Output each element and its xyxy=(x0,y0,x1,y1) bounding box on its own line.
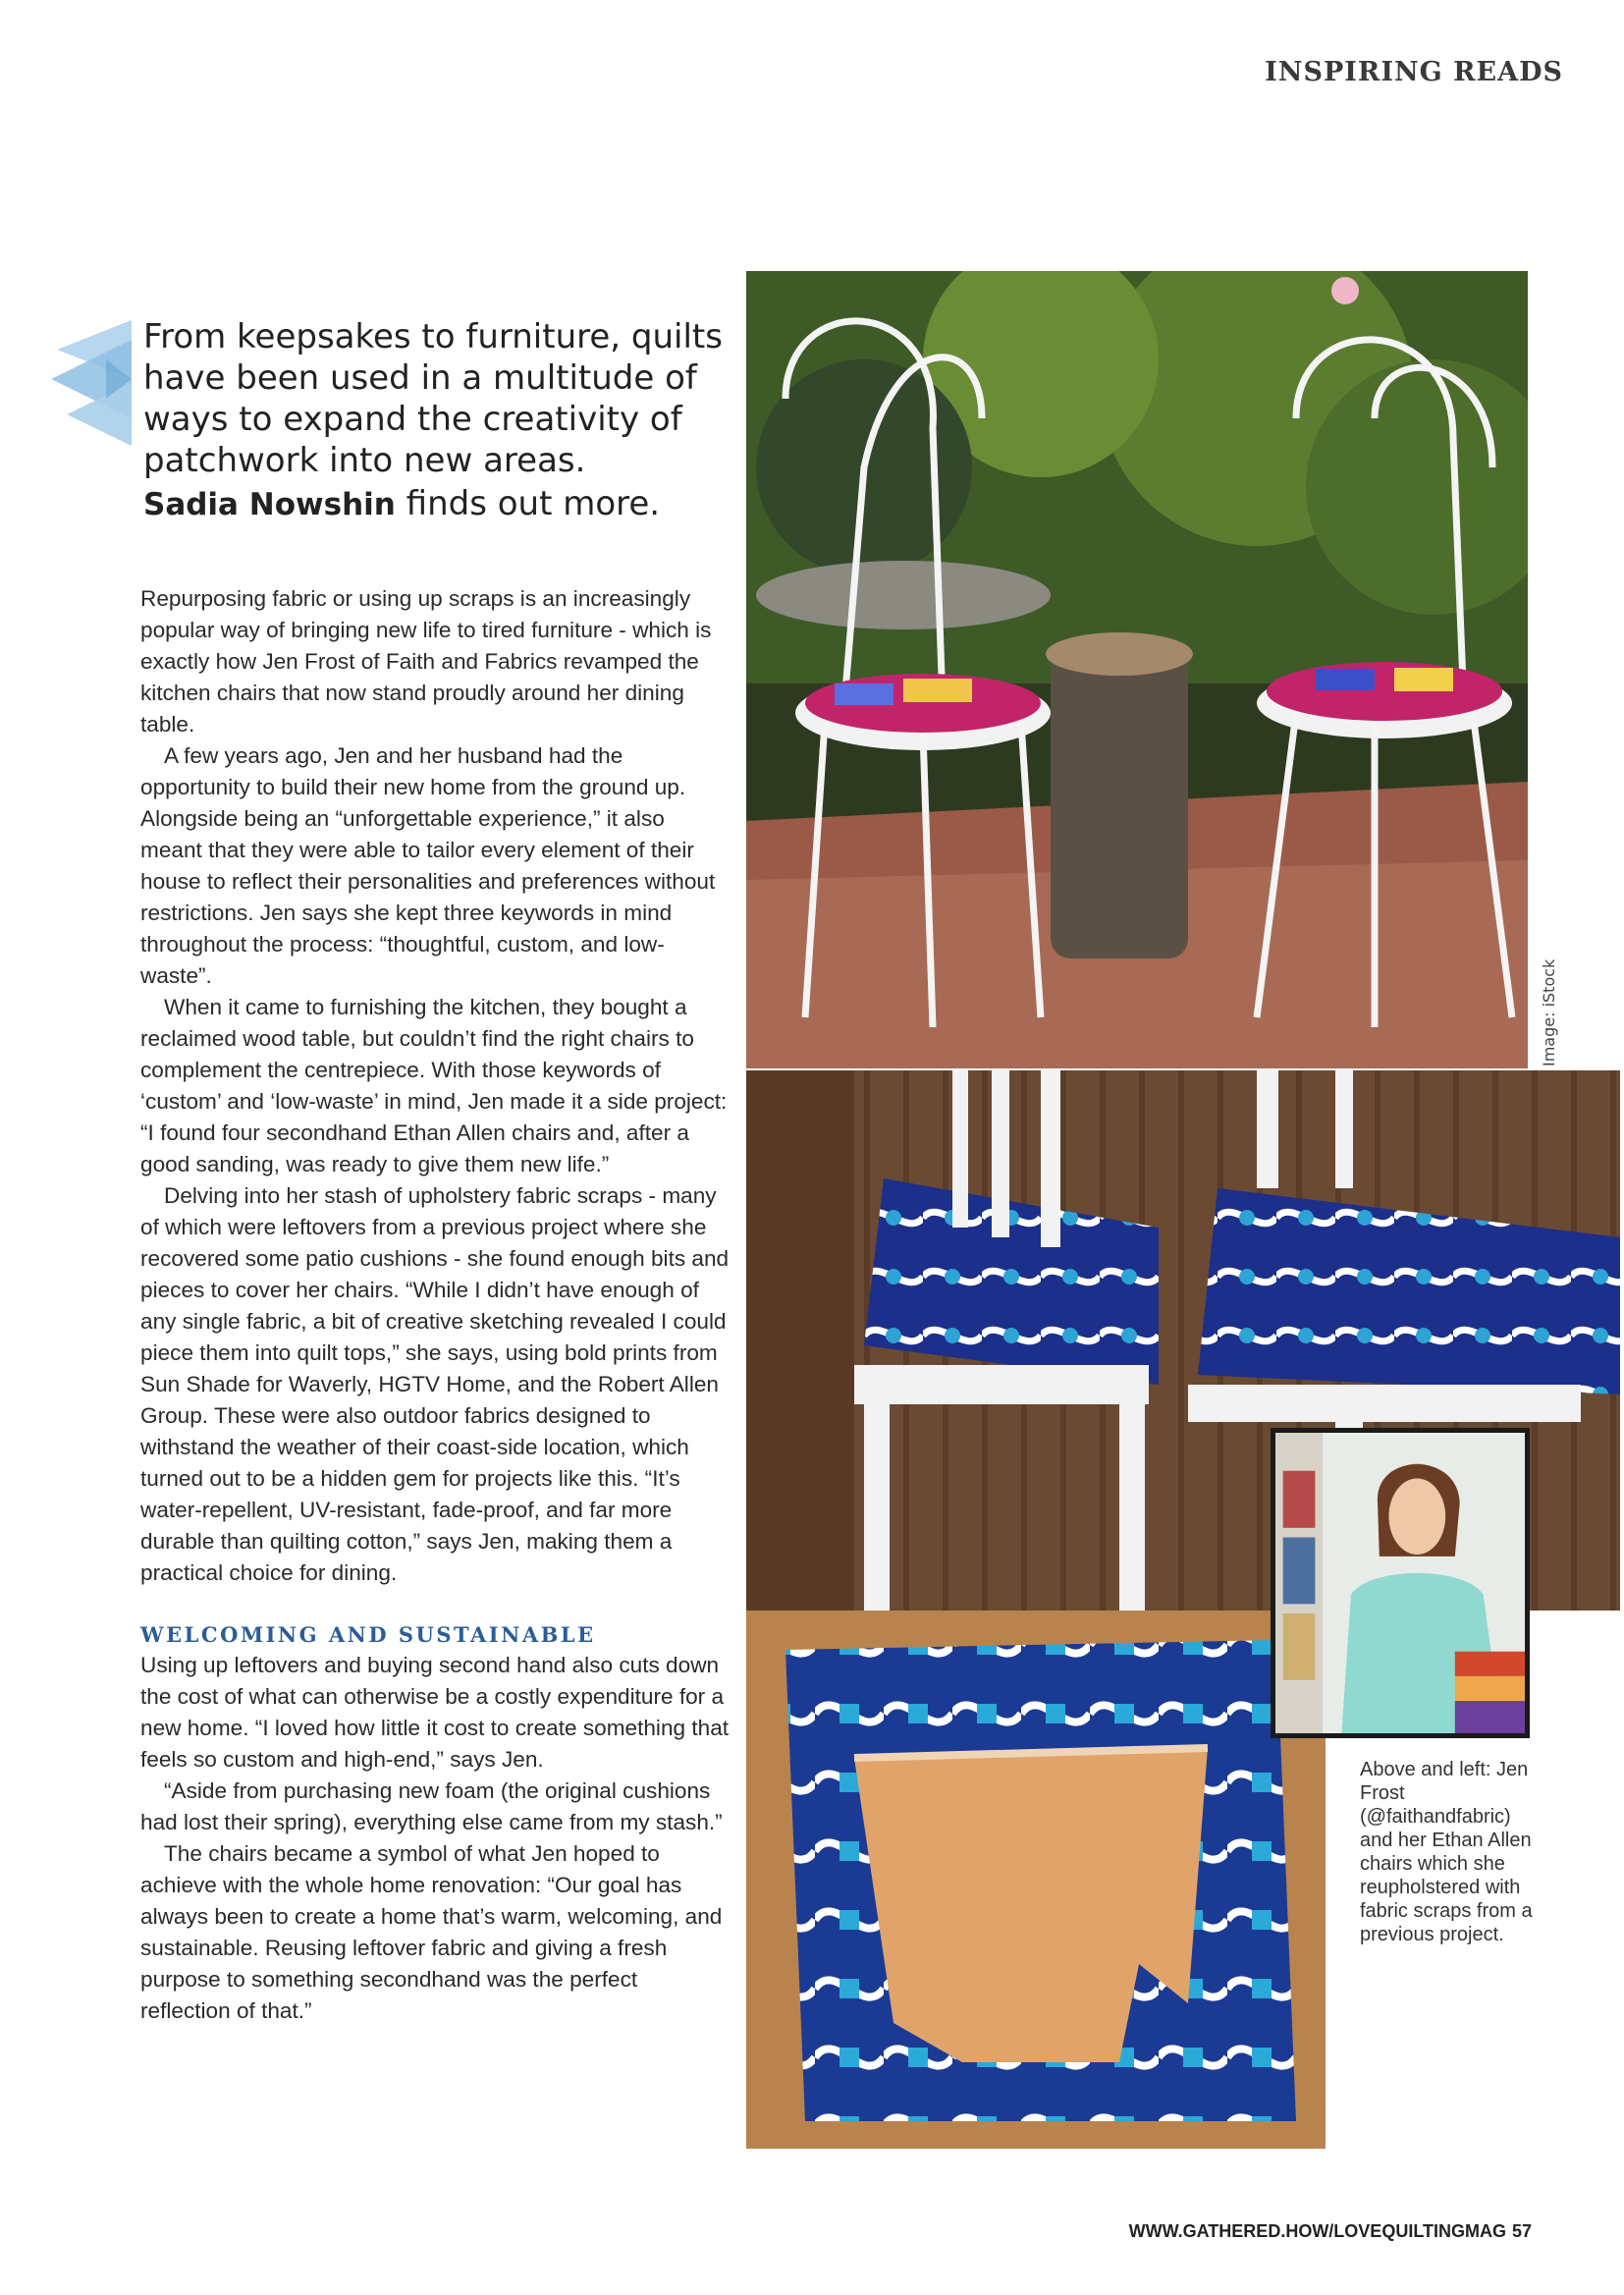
image-credit: Image: iStock xyxy=(1540,958,1558,1066)
paragraph: Using up leftovers and buying second hand also cuts down the cost of what can otherwise be a costly expenditure for a new home. “I loved how little it cost to create something that feels so custom and high-end,” says Jen. xyxy=(140,1653,730,1772)
standfirst-line: ways to expand the creativity of xyxy=(143,400,682,439)
standfirst-line: patchwork into new areas. xyxy=(143,441,586,480)
byline-suffix: finds out more. xyxy=(395,484,661,523)
standfirst-line: have been used in a multitude of xyxy=(143,358,697,398)
photo-garden-chairs xyxy=(746,271,1528,1068)
section-label: INSPIRING READS xyxy=(1265,57,1563,87)
standfirst-line: From keepsakes to furniture, quilts xyxy=(143,317,723,356)
byline xyxy=(143,483,732,525)
page-number: 57 xyxy=(1511,2221,1532,2241)
paragraph: Delving into her stash of upholstery fabric scraps - many of which were leftovers from a previous project where she recovered some patio cushions - she found enough bits and pieces to cover her chairs. “While I didn’t have enough of any single fabric, a bit of creative sketching revealed I could piece them into quilt tops,” she says, using bold prints from Sun Shade for Waverly, HGTV Home, and the Robert Allen Group. These were also outdoor fabrics designed to withstand the weather of their coast-side location, which turned out to be a hidden gem for projects like this. “It’s water-repellent, UV-resistant, fade-proof, and far more durable than quilting cotton,” says Jen, making them a practical choice for dining. xyxy=(140,1183,730,1585)
standfirst xyxy=(143,316,732,525)
triangle-motif-icon xyxy=(47,320,132,446)
paragraph: When it came to furnishing the kitchen, they bought a reclaimed wood table, but couldn’t find the right chairs to complement the centrepiece. With those keywords of ‘custom’ and ‘low-waste’ in mind, Jen made it a side project: “I found four secondhand Ethan Allen chairs and, after a good sanding, was ready to give them new life.” xyxy=(140,995,728,1176)
photo-portrait xyxy=(1271,1428,1530,1738)
article-body xyxy=(140,583,730,2027)
paragraph: “Aside from purchasing new foam (the original cushions had lost their spring), everything else came from my stash.” xyxy=(140,1778,723,1834)
author-name: Sadia Nowshin xyxy=(143,487,396,522)
photo-seat-back xyxy=(746,1611,1326,2149)
photo-caption: Above and left: Jen Frost (@faithandfabric) and her Ethan Allen chairs which she reupholstered with fabric scraps from a previous project. xyxy=(1360,1759,1533,1945)
magazine-url[interactable]: WWW.GATHERED.HOW/LOVEQUILTINGMAG xyxy=(1128,2221,1506,2241)
paragraph: The chairs became a symbol of what Jen hoped to achieve with the whole home renovation: “Our goal has always been to create a home that’s warm, welcoming, and sustainable. Reusing leftover fabric and giving a fresh purpose to something secondhand was the perfect reflection of that.” xyxy=(140,1841,723,2023)
paragraph: A few years ago, Jen and her husband had the opportunity to build their new home from the ground up. Alongside being an “unforgettable experience,” it also meant that they were able to tailor every element of their house to reflect their personalities and preferences without restrictions. Jen says she kept three keywords in mind throughout the process: “thoughtful, custom, and low-waste”. xyxy=(140,743,716,988)
paragraph: Repurposing fabric or using up scraps is an increasingly popular way of bringing new life to tired furniture - which is exactly how Jen Frost of Faith and Fabrics revamped the kitchen chairs that now stand proudly around her dining table. xyxy=(140,586,712,737)
footer xyxy=(1129,2221,1532,2242)
subheading: WELCOMING AND SUSTAINABLE xyxy=(140,1622,596,1647)
